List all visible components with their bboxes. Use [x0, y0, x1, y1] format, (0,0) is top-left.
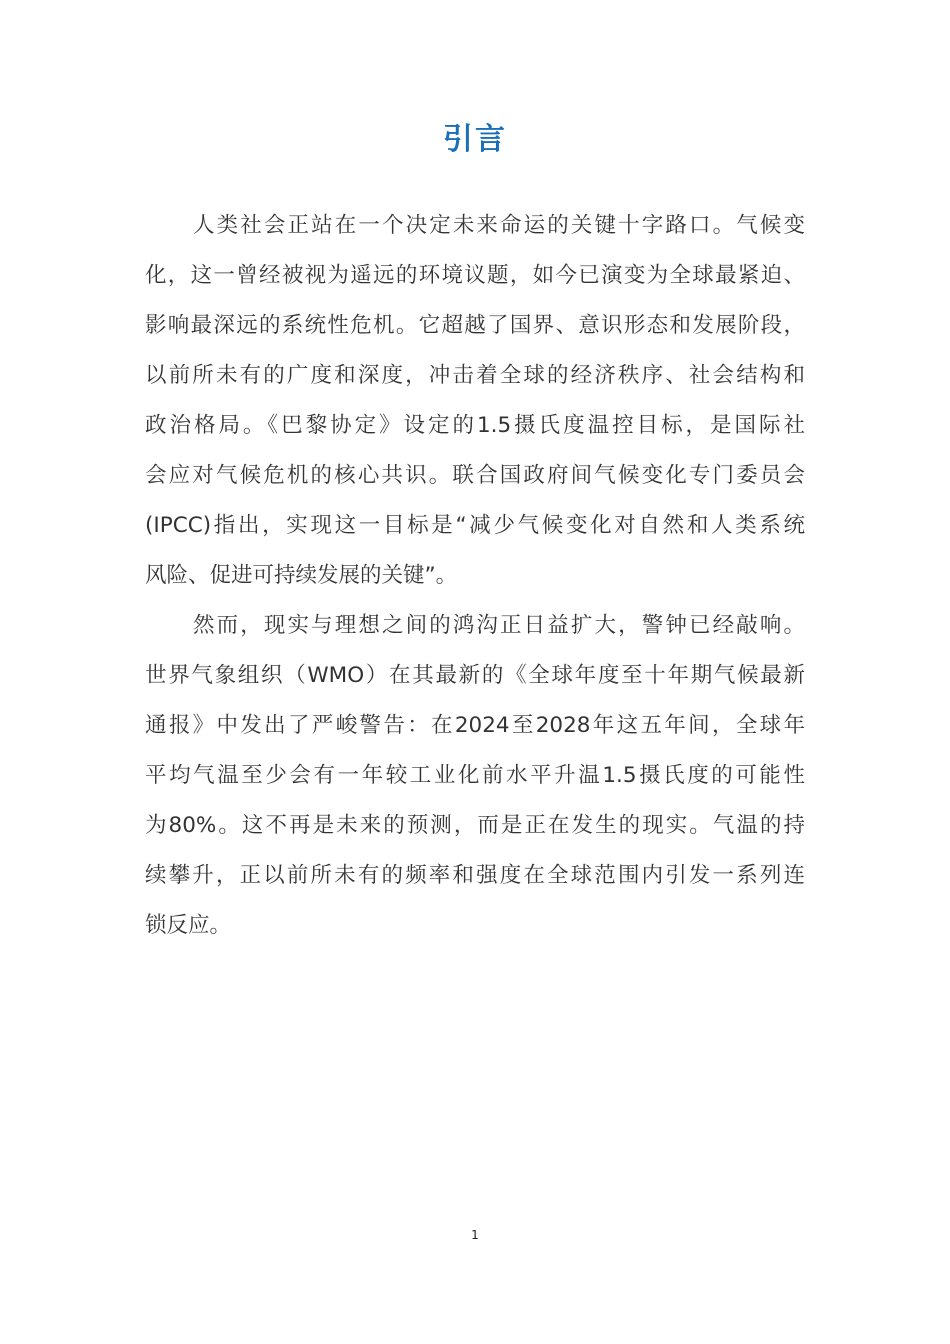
- text-line: (IPCC)指出，实现这一目标是“减少气候变化对自然和人类系统: [145, 513, 805, 538]
- text-line: 世界气象组织（WMO）在其最新的《全球年度至十年期气候最新: [145, 663, 805, 688]
- page-title: 引言: [443, 122, 507, 157]
- page-number: 1: [471, 1228, 479, 1242]
- text-line: 以前所未有的广度和深度，冲击着全球的经济秩序、社会结构和: [145, 363, 805, 388]
- text-line: 化，这一曾经被视为遥远的环境议题，如今已演变为全球最紧迫、: [145, 263, 805, 288]
- text-line: 会应对气候危机的核心共识。联合国政府间气候变化专门委员会: [145, 463, 805, 488]
- text-line: 为80%。这不再是未来的预测，而是正在发生的现实。气温的持: [145, 813, 805, 838]
- text-line: 风险、促进可持续发展的关键”。: [145, 563, 458, 588]
- text-line: 通报》中发出了严峻警告：在2024至2028年这五年间，全球年: [145, 713, 805, 738]
- text-line: 影响最深远的系统性危机。它超越了国界、意识形态和发展阶段，: [145, 313, 805, 338]
- text-line: 人类社会正站在一个决定未来命运的关键十字路口。气候变: [193, 213, 805, 238]
- text-line: 政治格局。《巴黎协定》设定的1.5摄氏度温控目标，是国际社: [145, 413, 805, 438]
- text-line: 然而，现实与理想之间的鸿沟正日益扩大，警钟已经敲响。: [193, 613, 805, 638]
- text-line: 平均气温至少会有一年较工业化前水平升温1.5摄氏度的可能性: [145, 763, 805, 788]
- text-line: 锁反应。: [145, 913, 232, 938]
- text-line: 续攀升，正以前所未有的频率和强度在全球范围内引发一系列连: [145, 863, 805, 888]
